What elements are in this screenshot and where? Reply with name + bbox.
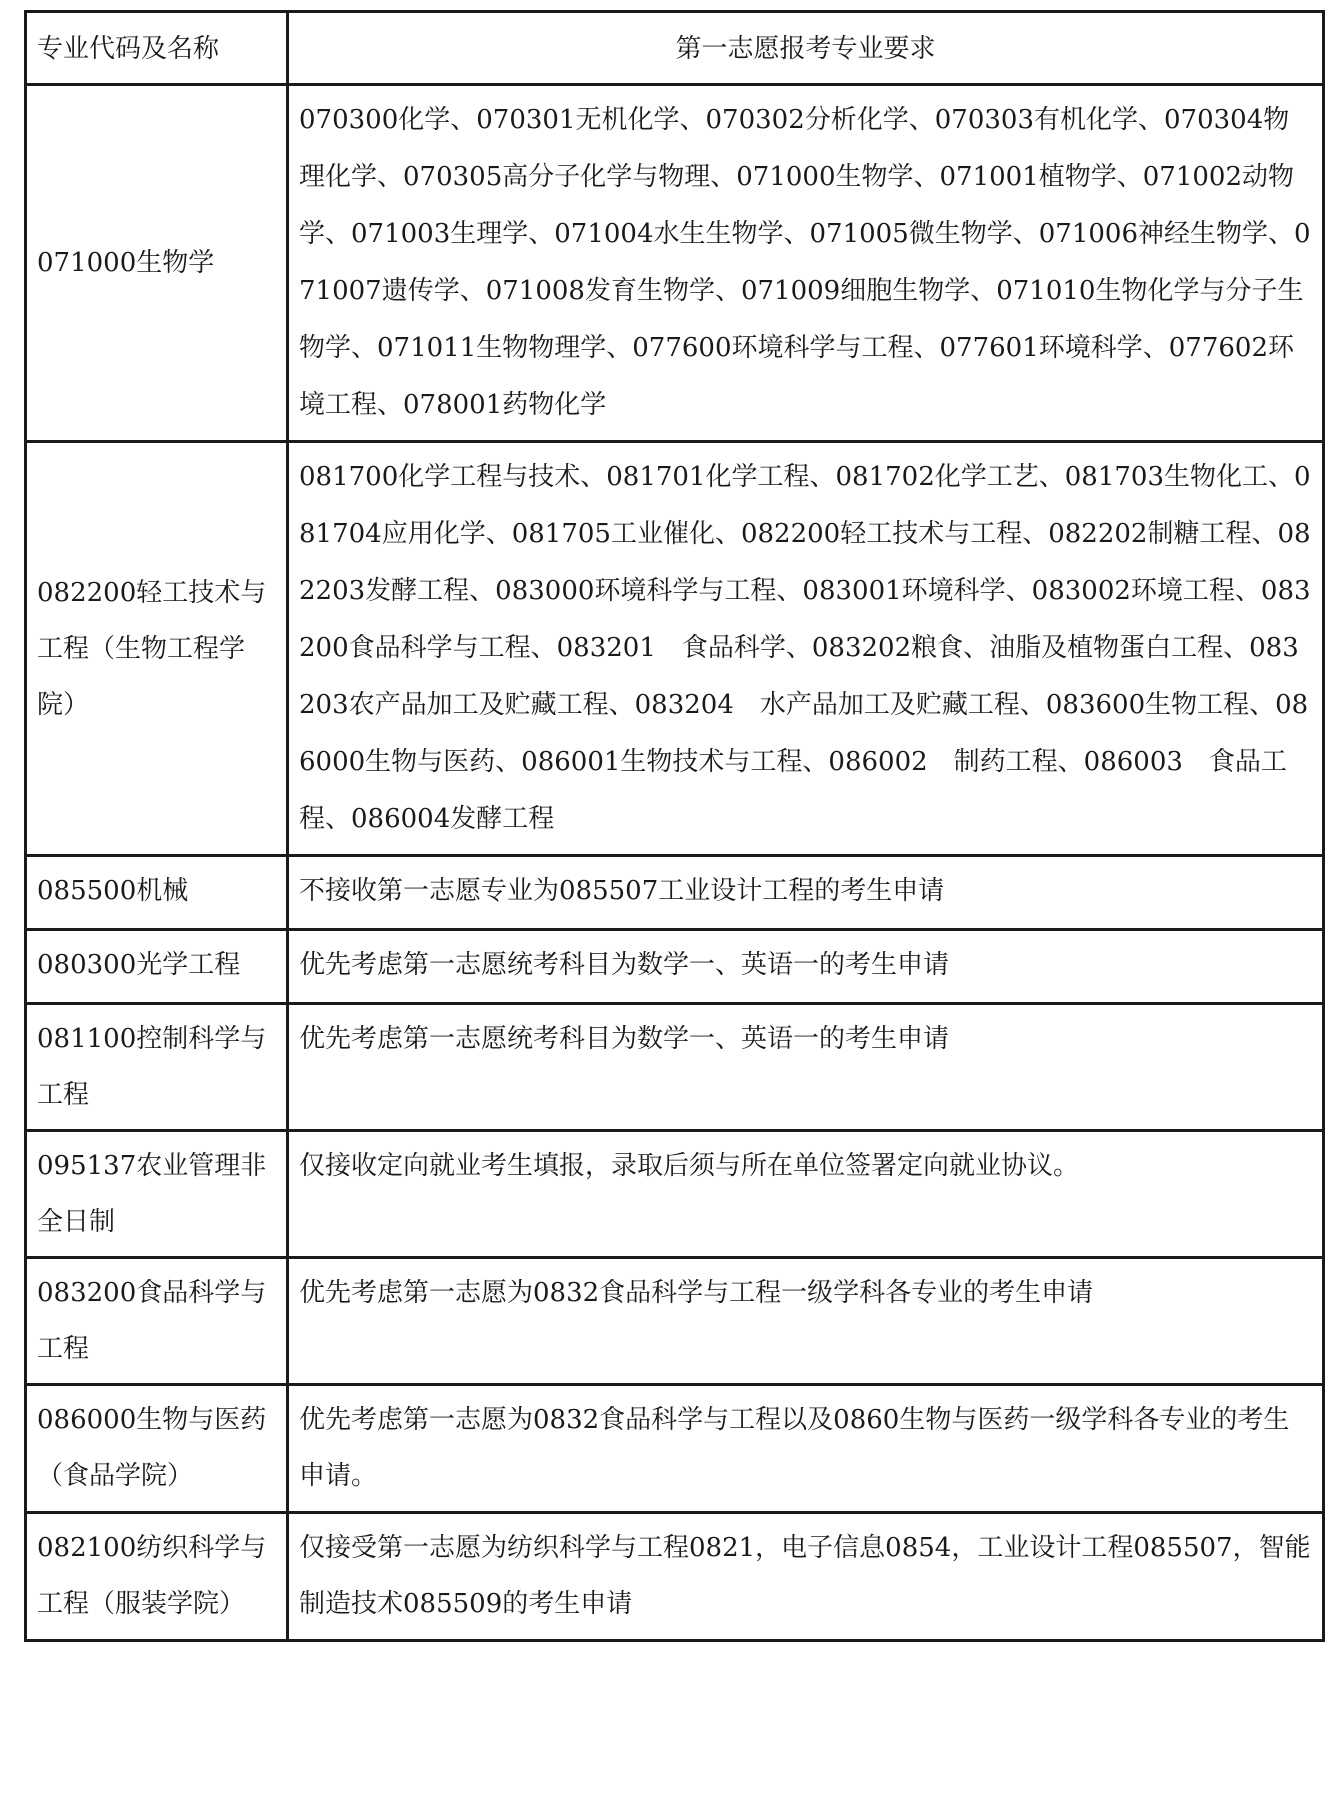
header-row — [26, 12, 1324, 85]
major-requirement: 不接收第一志愿专业为085507工业设计工程的考生申请 — [288, 856, 1324, 930]
major-requirement: 仅接受第一志愿为纺织科学与工程0821，电子信息0854，工业设计工程085507，智能制造技术085509的考生申请 — [288, 1513, 1324, 1641]
table-row — [26, 1258, 1324, 1385]
table-row — [26, 930, 1324, 1004]
table-header — [26, 12, 1324, 85]
major-code-name: 085500机械 — [26, 856, 288, 930]
major-code-name: 086000生物与医药（食品学院） — [26, 1385, 288, 1513]
major-requirement: 仅接收定向就业考生填报，录取后须与所在单位签署定向就业协议。 — [288, 1131, 1324, 1258]
header-requirement: 第一志愿报考专业要求 — [288, 12, 1324, 85]
major-code-name: 095137农业管理非全日制 — [26, 1131, 288, 1258]
major-requirement: 070300化学、070301无机化学、070302分析化学、070303有机化学、070304物理化学、070305高分子化学与物理、071000生物学、071001植物学、071002动物学、071003生理学、071004水生生物学、071005微生物学、071006神经生物学、071007遗传学、071008发育生物学、071009细胞生物学、071010生物化学与分子生物学、071011生物物理学、077600环境科学与工程、077601环境科学、077602环境工程、078001药物化学 — [288, 85, 1324, 442]
requirements-table — [24, 10, 1325, 1642]
major-requirement: 优先考虑第一志愿为0832食品科学与工程以及0860生物与医药一级学科各专业的考生申请。 — [288, 1385, 1324, 1513]
table-row — [26, 85, 1324, 442]
table-row — [26, 442, 1324, 856]
major-code-name: 082200轻工技术与工程（生物工程学院） — [26, 442, 288, 856]
major-requirement: 081700化学工程与技术、081701化学工程、081702化学工艺、081703生物化工、081704应用化学、081705工业催化、082200轻工技术与工程、082202制糖工程、082203发酵工程、083000环境科学与工程、083001环境科学、083002环境工程、083200食品科学与工程、083201 食品科学、083202粮食、油脂及植物蛋白工程、083203农产品加工及贮藏工程、083204 水产品加工及贮藏工程、083600生物工程、086000生物与医药、086001生物技术与工程、086002 制药工程、086003 食品工程、086004发酵工程 — [288, 442, 1324, 856]
major-code-name: 082100纺织科学与工程（服装学院） — [26, 1513, 288, 1641]
major-code-name: 080300光学工程 — [26, 930, 288, 1004]
table-row — [26, 1385, 1324, 1513]
major-code-name: 081100控制科学与工程 — [26, 1004, 288, 1131]
major-requirement: 优先考虑第一志愿统考科目为数学一、英语一的考生申请 — [288, 1004, 1324, 1131]
table-body — [26, 85, 1324, 1641]
major-code-name: 071000生物学 — [26, 85, 288, 442]
table-row — [26, 1004, 1324, 1131]
major-requirement: 优先考虑第一志愿为0832食品科学与工程一级学科各专业的考生申请 — [288, 1258, 1324, 1385]
header-code: 专业代码及名称 — [26, 12, 288, 85]
table-row — [26, 856, 1324, 930]
major-code-name: 083200食品科学与工程 — [26, 1258, 288, 1385]
major-requirement: 优先考虑第一志愿统考科目为数学一、英语一的考生申请 — [288, 930, 1324, 1004]
table-row — [26, 1513, 1324, 1641]
table-row — [26, 1131, 1324, 1258]
